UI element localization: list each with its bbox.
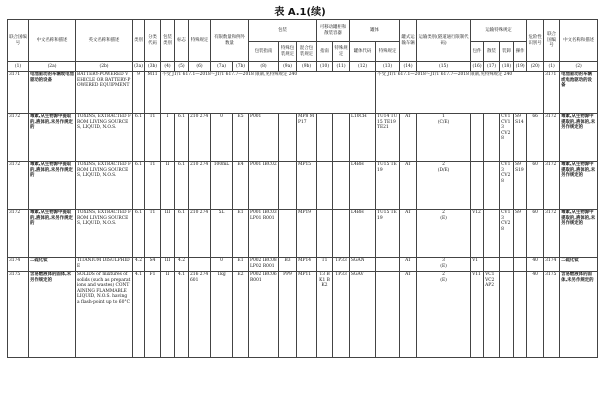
col-number: (12) (350, 62, 376, 72)
chinese-name: 毒素,从生物源中提取的,液体的,未另作规定的 (29, 114, 76, 162)
transport-category-number: 2 (442, 272, 445, 277)
col-number: (9a) (279, 62, 297, 72)
col-number: (4) (161, 62, 175, 72)
class: 4.1 (133, 272, 145, 358)
ts-packages: V12 (471, 210, 484, 258)
col-number: (11) (333, 62, 350, 72)
transport-category (417, 114, 471, 162)
portable-instructions (317, 210, 333, 258)
un-number-2: 3175 (544, 272, 560, 358)
class-code: S4 (145, 258, 161, 272)
un-number: 3174 (8, 258, 29, 272)
chinese-name-2: 二硫化钛 (560, 258, 598, 272)
english-name: TOXINS, EXTRACTED FROM LIVING SOURCES, LIQUID, N.O.S. (76, 210, 133, 258)
un-number: 3175 (8, 272, 29, 358)
ts-loading-code: CV28 (501, 130, 511, 141)
ts-bulk: VC1 VC2 AP2 (484, 272, 500, 358)
portable-special: TP33 (333, 258, 350, 272)
col-number: (7b) (233, 62, 249, 72)
ts-operation (514, 162, 527, 210)
limited-quantity: 5L (211, 210, 233, 258)
header-portable-special: 特殊规定 (333, 42, 350, 62)
tunnel-code: (E) (440, 277, 447, 283)
ts-operation (514, 258, 527, 272)
packing-group: II (161, 272, 175, 358)
portable-instructions (317, 162, 333, 210)
packing-group: I (161, 114, 175, 162)
tank-special: TU14 TU15 TE19 TE21 (376, 114, 400, 162)
header-tank-code: 罐体代码 (350, 42, 376, 62)
hazard-id: 60 (527, 162, 544, 210)
ts-loading-code: CV28 (501, 221, 511, 232)
col-number: (16) (471, 62, 484, 72)
un-number-2: 3174 (544, 258, 560, 272)
table-row (8, 72, 598, 114)
mixed-packing: MP8 MP17 (297, 114, 317, 162)
header-special-provisions: 特殊规定 (189, 20, 211, 62)
col-number: (9b) (297, 62, 317, 72)
header-ts-loading: 装卸 (500, 42, 514, 62)
transport-category-number: 2 (442, 162, 445, 167)
class-code: F1 (145, 272, 161, 358)
portable-instructions: T3 BK1 BK2 (317, 272, 333, 358)
label: 6.1 (175, 210, 189, 258)
un-number: 3172 (8, 210, 29, 258)
chinese-name: 电池驱动的车辆或电池驱动的设备 (29, 72, 76, 114)
class: 9 (133, 72, 145, 114)
un-number-2: 3172 (544, 114, 560, 162)
exemption-note-2: 不受 JT/T 617.1—2018～JT/T 617.7—2018 限制,见特殊规定 240 (376, 72, 544, 114)
header-un-number: 联合国编号 (8, 20, 29, 62)
col-number: (6) (189, 62, 211, 72)
tank-code: L4BH (350, 162, 376, 210)
ts-bulk (484, 210, 500, 258)
chinese-name: 毒素,从生物源中提取的,液体的,未另作规定的 (29, 210, 76, 258)
table-row (8, 272, 598, 358)
english-name: BATTERY-POWERED VEHICLE OR BATTERY-POWERED EQUIPMENT (76, 72, 133, 114)
col-number: (2b) (76, 62, 133, 72)
ts-packages (471, 114, 484, 162)
header-portable-instructions: 指南 (317, 42, 333, 62)
tank-vehicle: AT (400, 210, 417, 258)
ts-loading-code: CV28 (501, 173, 511, 184)
header-packing: 包装 (249, 20, 317, 42)
ts-loading (500, 272, 514, 358)
special-provisions (189, 258, 211, 272)
table-row (8, 258, 598, 272)
excepted-quantity: E1 (233, 210, 249, 258)
page-title: 表 A.1(续) (274, 7, 326, 18)
mixed-packing: MP19 (297, 210, 317, 258)
col-number: (1) (8, 62, 29, 72)
chinese-name: 二硫化钛 (29, 258, 76, 272)
special-packing (279, 210, 297, 258)
special-provisions: 216 274 601 (189, 272, 211, 358)
tunnel-code: (C/E) (437, 119, 450, 125)
special-provisions: 210 274 (189, 162, 211, 210)
portable-instructions (317, 114, 333, 162)
header-mixed-packing: 混合包装规定 (297, 42, 317, 62)
chinese-name: 毒素,从生物源中提取的,液体的,未另作规定的 (29, 162, 76, 210)
portable-special (333, 114, 350, 162)
special-packing (279, 162, 297, 210)
ts-operation-code: S14 (515, 119, 524, 125)
packing-instructions: P002 IBC08 LP02 R001 (249, 258, 279, 272)
ts-loading (500, 258, 514, 272)
ts-loading (500, 114, 514, 162)
col-number: (3a) (133, 62, 145, 72)
chinese-name-2: 毒素,从生物源中提取的,液体的,未另作规定的 (560, 210, 598, 258)
header-transport-special: 运输特殊规定 (471, 20, 527, 42)
hazard-id: 60 (527, 210, 544, 258)
ts-loading-code: CV13 (501, 119, 511, 130)
ts-loading (500, 210, 514, 258)
col-number: (14) (400, 62, 417, 72)
header-limited-quantity: 有限数量和例外数量 (211, 20, 249, 62)
col-number: (13) (376, 62, 400, 72)
col-number: (1) (544, 62, 560, 72)
col-number: (8) (249, 62, 279, 72)
tank-special (376, 258, 400, 272)
header-transport-category: 运输类别(隧道通行限制代码) (417, 20, 471, 62)
class-code: M11 (145, 72, 161, 114)
label: 4.1 (175, 272, 189, 358)
english-name: TITANIUM DISULPHIDE (76, 258, 133, 272)
tank-code: SGAN (350, 258, 376, 272)
header-chinese-name: 中文名称和描述 (29, 20, 76, 62)
un-number-2: 3172 (544, 210, 560, 258)
ts-packages: V1 (471, 258, 484, 272)
ts-loading-code: CV1 (501, 114, 511, 119)
header-special-packing: 特殊包装规定 (279, 42, 297, 62)
header-tank: 罐体 (350, 20, 400, 42)
english-name: SOLIDS or mixtures of solids (such as preparations and wastes) CONTAINING FLAMMABLE LIQUID, N.O.S. having a flash-point up to 60°C (76, 272, 133, 358)
tank-special: TU15 TE19 (376, 162, 400, 210)
col-number: (7a) (211, 62, 233, 72)
packing-group: II (161, 162, 175, 210)
english-name: TOXINS, EXTRACTED FROM LIVING SOURCES, LIQUID, N.O.S. (76, 162, 133, 210)
tank-code: L4BH (350, 210, 376, 258)
label: 6.1 (175, 114, 189, 162)
class: 4.2 (133, 258, 145, 272)
ts-operation (514, 114, 527, 162)
portable-special (333, 162, 350, 210)
col-number: (20) (527, 62, 544, 72)
chinese-name: 含易燃液体的固体,未另作规定的 (29, 272, 76, 358)
header-tank-special: 特殊规定 (376, 42, 400, 62)
excepted-quantity: E5 (233, 114, 249, 162)
header-portable-tanks: 可移动罐柜和散装容器 (317, 20, 350, 42)
portable-special: TP33 (333, 272, 350, 358)
tank-special: TU15 TE19 (376, 210, 400, 258)
ts-operation-code: S9 (515, 162, 521, 167)
tank-vehicle: AT (400, 272, 417, 358)
limited-quantity: 0 (211, 114, 233, 162)
chinese-name-2: 电池驱动的车辆或电池驱动的设备 (560, 72, 598, 114)
chinese-name-2: 含易燃液体的固体,未另作规定的 (560, 272, 598, 358)
portable-special (333, 210, 350, 258)
mixed-packing: MP11 (297, 272, 317, 358)
un-number: 3172 (8, 114, 29, 162)
special-provisions: 210 274 (189, 114, 211, 162)
class-code: T1 (145, 162, 161, 210)
ts-packages: V11 (471, 272, 484, 358)
header-ts-operation: 操作 (514, 42, 527, 62)
exemption-note: 不受 JT/T 617.1—2018～JT/T 617.7—2018 限制,见特殊规定 240 (161, 72, 376, 114)
col-number: (19) (514, 62, 527, 72)
col-number: (3b) (145, 62, 161, 72)
header-packing-instructions: 包装指南 (249, 42, 279, 62)
hazard-id: 40 (527, 272, 544, 358)
limited-quantity: 100mL (211, 162, 233, 210)
header-class: 类别 (133, 20, 145, 62)
ts-operation-code: S19 (515, 167, 524, 173)
un-number-2: 3171 (544, 72, 560, 114)
header-labels: 标志 (175, 20, 189, 62)
mixed-packing: MP14 (297, 258, 317, 272)
tunnel-code: (E) (440, 215, 447, 221)
excepted-quantity: E4 (233, 162, 249, 210)
tank-vehicle: AT (400, 162, 417, 210)
transport-category (417, 258, 471, 272)
col-number: (15) (417, 62, 471, 72)
class: 6.1 (133, 210, 145, 258)
ts-operation (514, 272, 527, 358)
tank-special (376, 272, 400, 358)
class: 6.1 (133, 114, 145, 162)
un-number: 3171 (8, 72, 29, 114)
un-number-2: 3172 (544, 162, 560, 210)
header-chinese-name-2: 中文名称和描述 (560, 20, 598, 62)
limited-quantity: 0 (211, 258, 233, 272)
header-ts-packages: 包件 (471, 42, 484, 62)
portable-instructions: T1 (317, 258, 333, 272)
ts-loading (500, 162, 514, 210)
excepted-quantity: E1 (233, 258, 249, 272)
packing-group: III (161, 210, 175, 258)
ts-loading-code: CV13 (501, 210, 511, 221)
special-packing: PP9 (279, 272, 297, 358)
tank-vehicle: AT (400, 258, 417, 272)
ts-loading-code: CV13 (501, 162, 511, 173)
packing-group: III (161, 258, 175, 272)
transport-category-number: 2 (442, 210, 445, 215)
header-tank-vehicle: 罐式运输车辆 (400, 20, 417, 62)
dangerous-goods-table (7, 19, 598, 358)
table-row (8, 210, 598, 258)
class: 6.1 (133, 162, 145, 210)
col-number: (5) (175, 62, 189, 72)
col-number: (2) (560, 62, 598, 72)
special-provisions: 210 274 (189, 210, 211, 258)
tank-vehicle: AT (400, 114, 417, 162)
ts-bulk (484, 162, 500, 210)
tank-code: L10CH (350, 114, 376, 162)
col-number: (10) (317, 62, 333, 72)
tunnel-code: (E) (440, 263, 447, 269)
ts-bulk (484, 258, 500, 272)
header-un-number-2: 联合国编号 (544, 20, 560, 62)
class-code: T1 (145, 114, 161, 162)
packing-instructions: P001 (249, 114, 279, 162)
chinese-name-2: 毒素,从生物源中提取的,液体的,未另作规定的 (560, 162, 598, 210)
hazard-id: 40 (527, 258, 544, 272)
table-row (8, 114, 598, 162)
header-ts-bulk: 散装 (484, 42, 500, 62)
tunnel-code: (D/E) (437, 167, 450, 173)
label: 6.1 (175, 162, 189, 210)
packing-instructions: P001 IBC03 LP01 R001 (249, 210, 279, 258)
tank-code: SGAV (350, 272, 376, 358)
header-class-code: 分类代码 (145, 20, 161, 62)
transport-category-number: 1 (442, 114, 445, 119)
mixed-packing: MP15 (297, 162, 317, 210)
col-number: (17) (484, 62, 500, 72)
transport-category (417, 210, 471, 258)
special-packing (279, 114, 297, 162)
hazard-id: 66 (527, 114, 544, 162)
excepted-quantity: E2 (233, 272, 249, 358)
col-number: (2a) (29, 62, 76, 72)
ts-operation: S9 (514, 210, 527, 258)
header-english-name: 英文名称和描述 (76, 20, 133, 62)
transport-category-number: 3 (442, 258, 445, 263)
table-row (8, 162, 598, 210)
ts-packages (471, 162, 484, 210)
header-hazard-id: 危险性识别号 (527, 20, 544, 62)
label: 4.2 (175, 258, 189, 272)
special-packing: B3 (279, 258, 297, 272)
english-name: TOXINS, EXTRACTED FROM LIVING SOURCES, LIQUID, N.O.S. (76, 114, 133, 162)
transport-category (417, 162, 471, 210)
limited-quantity: 1kg (211, 272, 233, 358)
class-code: T1 (145, 210, 161, 258)
packing-instructions: P001 IBC02 (249, 162, 279, 210)
header-packing-group: 包装类别 (161, 20, 175, 62)
packing-instructions: P002 IBC06 R001 (249, 272, 279, 358)
ts-operation-code: S9 (515, 114, 521, 119)
col-number: (18) (500, 62, 514, 72)
transport-category (417, 272, 471, 358)
chinese-name-2: 毒素,从生物源中提取的,液体的,未另作规定的 (560, 114, 598, 162)
un-number: 3172 (8, 162, 29, 210)
ts-bulk (484, 114, 500, 162)
